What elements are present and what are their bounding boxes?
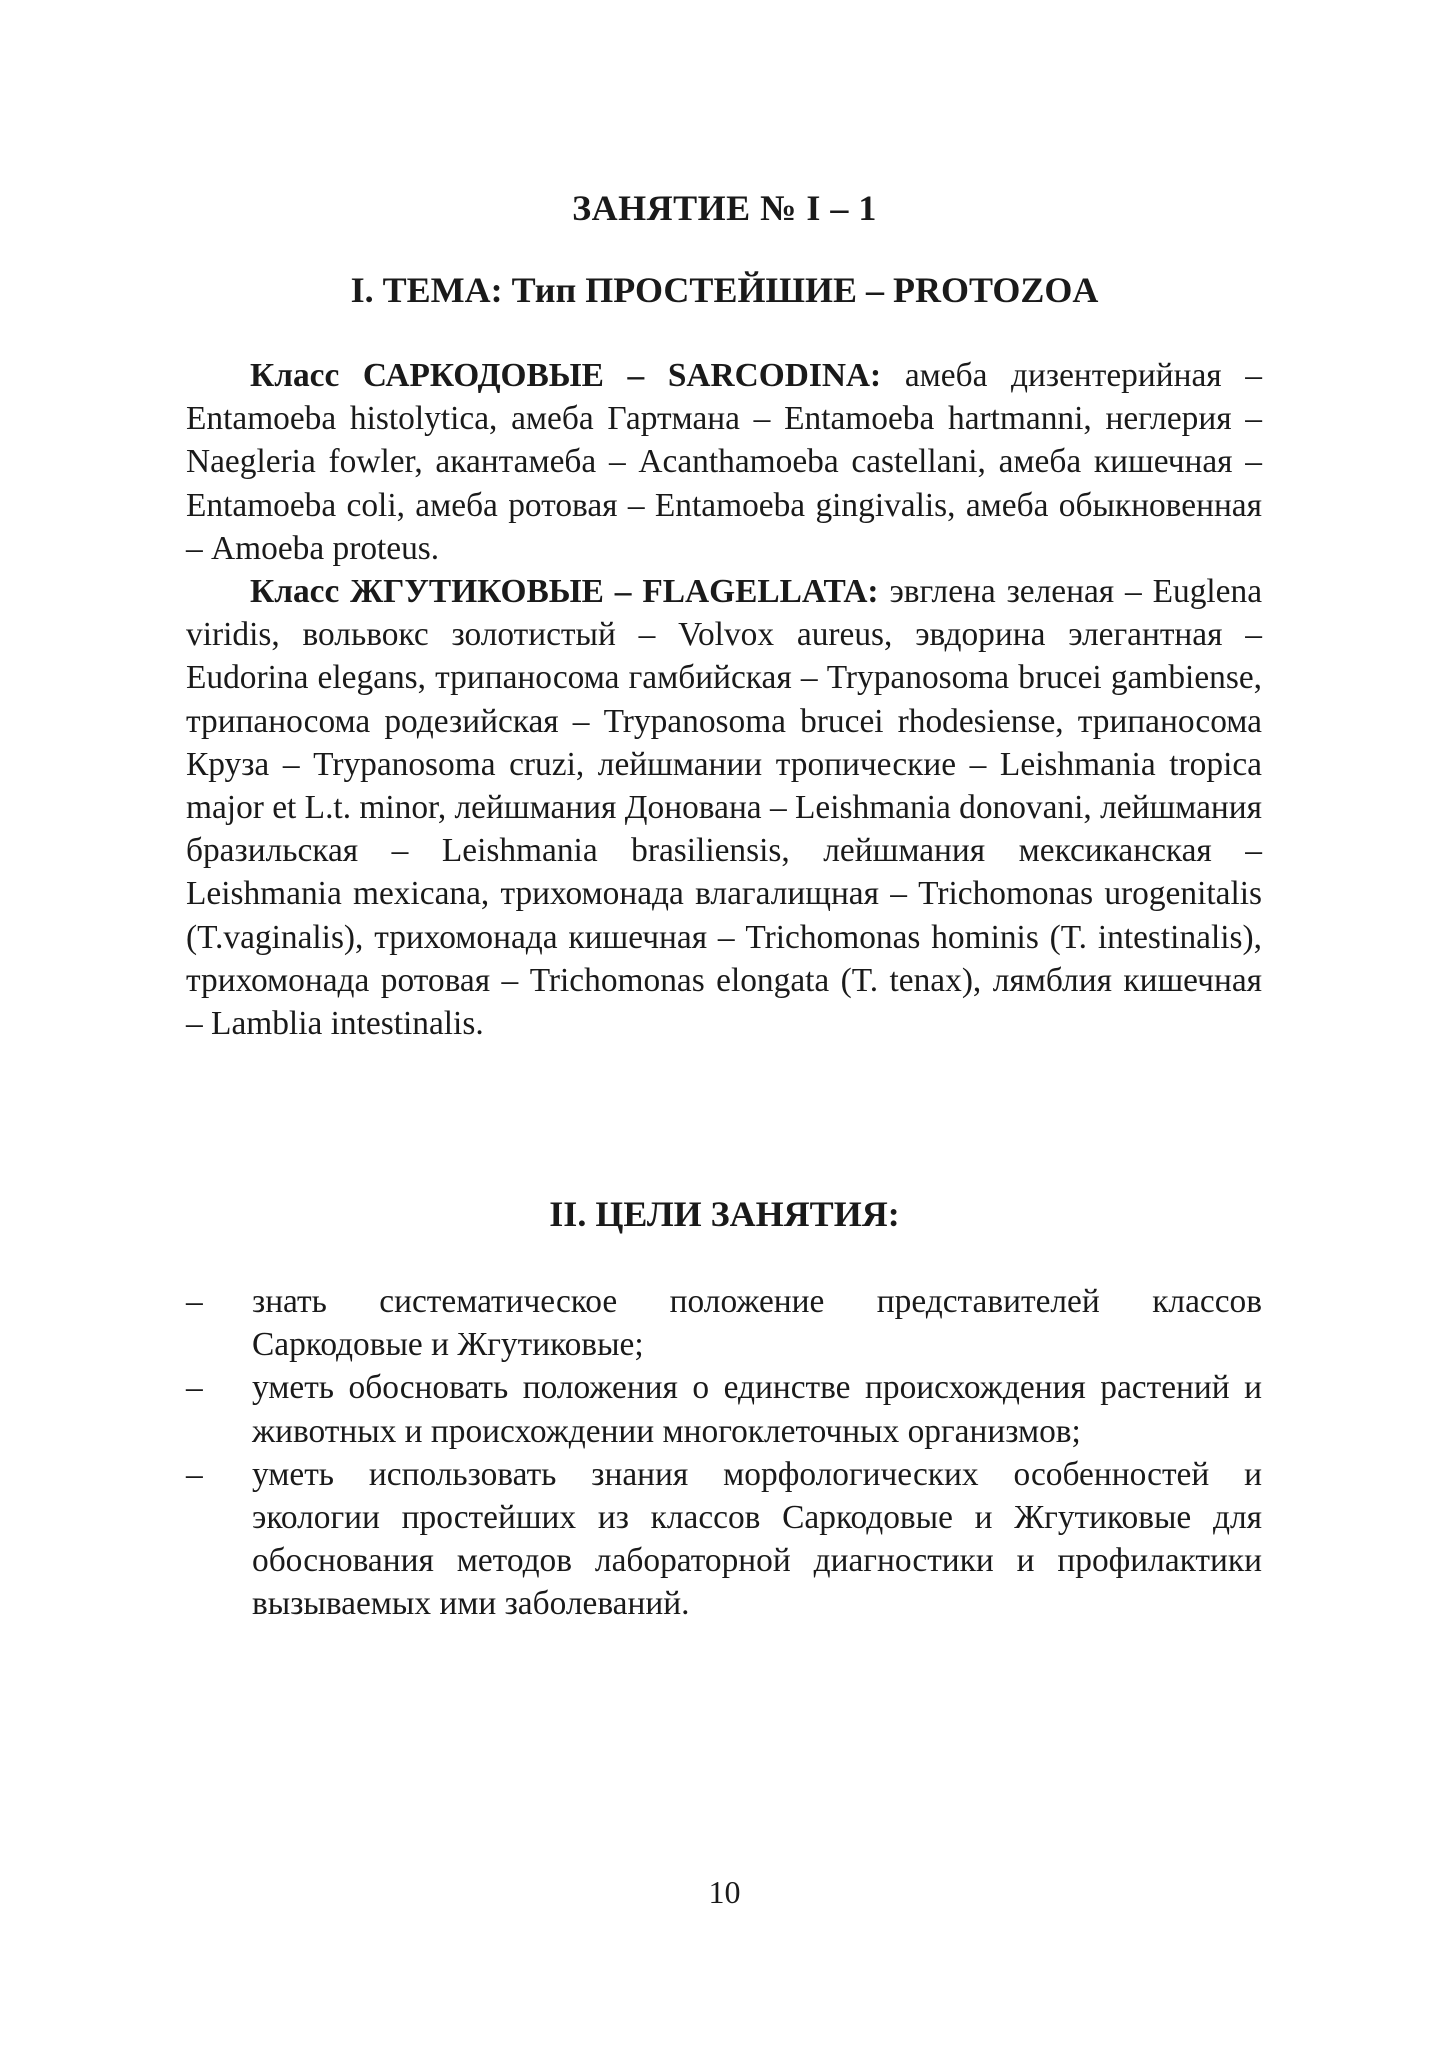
goal-text: знать систематическое положение представителей классов Саркодовые и Жгутиковые; bbox=[252, 1283, 1262, 1364]
goal-text: уметь использовать знания морфологических особенностей и экологии простейших из классов Саркодовые и Жгутиковые для обоснования методов лабораторной диагностики и профилактики вызываемых ими заболеваний. bbox=[252, 1455, 1262, 1623]
topic-heading: I. ТЕМА: Тип ПРОСТЕЙШИЕ – PROTOZOA bbox=[350, 270, 1099, 310]
goal-item bbox=[186, 1280, 1262, 1366]
goal-dash: – bbox=[186, 1455, 203, 1493]
goal-dash: – bbox=[186, 1369, 203, 1407]
class-name-sarcodina: Класс САРКОДОВЫЕ – SARCODINA: bbox=[250, 357, 882, 394]
lesson-title: ЗАНЯТИЕ № I – 1 bbox=[572, 188, 877, 228]
page-number: 10 bbox=[708, 1874, 741, 1910]
goal-dash: – bbox=[186, 1283, 203, 1320]
class-name-flagellata: Класс ЖГУТИКОВЫЕ – FLAGELLATA: bbox=[250, 573, 879, 611]
goals-heading: II. ЦЕЛИ ЗАНЯТИЯ: bbox=[549, 1194, 900, 1234]
class-description-sarcodina: амеба дизентерийная – Entamoeba histolytica, амеба Гартмана – Entamoeba hartmanni, неглерия – Naegleria fowler, акантамеба – Acanthamoeba castellani, амеба кишечная – Entamoeba coli, амеба ротовая – Entamoeba gingivalis, амеба обыкновенная – Amoeba proteus. bbox=[186, 357, 1263, 567]
classes-section bbox=[186, 354, 1262, 1045]
goals-list bbox=[186, 1280, 1262, 1626]
class-paragraph-flagellata bbox=[186, 570, 1262, 1045]
goal-item bbox=[186, 1453, 1262, 1626]
goal-text: уметь обосновать положения о единстве происхождения растений и животных и происхождении многоклеточных организмов; bbox=[252, 1369, 1262, 1450]
goal-item bbox=[186, 1366, 1262, 1452]
class-paragraph-sarcodina bbox=[186, 354, 1262, 570]
class-description-flagellata: эвглена зеленая – Euglena viridis, вольвокс золотистый – Volvox aureus, эвдорина элегантная – Eudorina elegans, трипаносома гамбийская – Trypanosoma brucei gambiense, трипаносома родезийская – Trypanosoma brucei rhodesiense, трипаносома Круза – Trypanosoma cruzi, лейшмании тропические – Leishmania tropica major et L.t. minor, лейшмания Донована – Leishmania donovani, лейшмания бразильская – Leishmania brasiliensis, лейшмания мексиканская – Leishmania mexicana, трихомонада влагалищная – Trichomonas urogenitalis (T.vaginalis), трихомонада кишечная – Trichomonas hominis (T. intestinalis), трихомонада ротовая – Trichomonas elongata (T. tenax), лямблия кишечная – Lamblia intestinalis. bbox=[186, 573, 1263, 1043]
